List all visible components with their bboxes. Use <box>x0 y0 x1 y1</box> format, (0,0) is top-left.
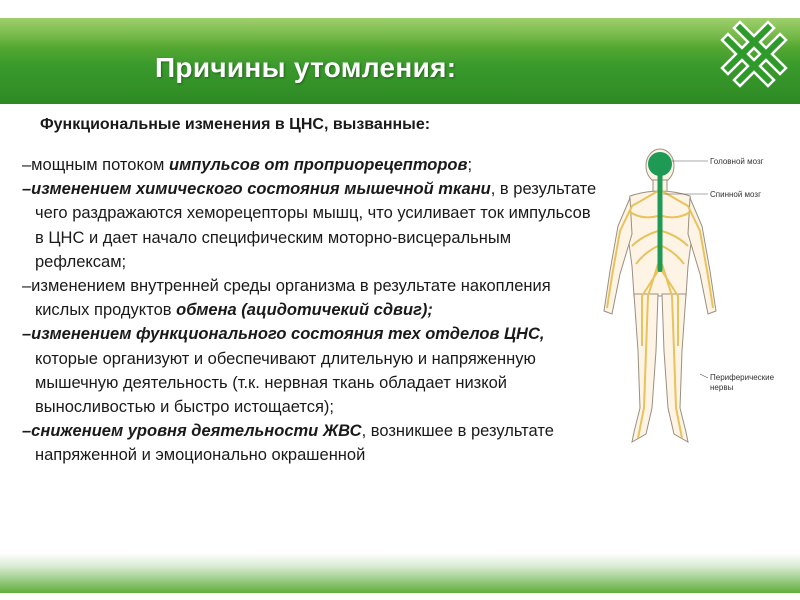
label-brain: Головной мозг <box>710 157 764 166</box>
slide-subtitle: Функциональные изменения в ЦНС, вызванные: <box>40 116 431 133</box>
list-item <box>22 274 602 322</box>
item-text: –изменением внутренней среды организма в результате накопления кислых продуктов <box>22 277 551 320</box>
brain-shape <box>648 152 672 176</box>
lattice-logo-icon <box>714 14 794 94</box>
spinal-cord-shape <box>658 174 663 272</box>
label-peripheral-nerves-2: нервы <box>710 383 734 392</box>
nervous-system-figure <box>600 146 795 456</box>
footer-band <box>0 553 800 593</box>
item-emphasis: импульсов от проприорецепторов <box>168 156 468 174</box>
item-emphasis: –изменением функционального состояния тех отделов ЦНС, <box>22 325 545 344</box>
item-text: , возникшее в результате напряженной и эмоционально окрашенной <box>35 422 554 465</box>
slide-title: Причины утомления: <box>155 52 457 83</box>
item-text: , в результате чего раздражаются хеморецепторы мышц, что усиливает ток импульсов в ЦНС и дает начало специфическим моторно-висцеральным рефлексам; <box>35 180 597 271</box>
list-item <box>22 177 602 274</box>
item-emphasis: –изменением химического состояния мышечной ткани <box>22 180 491 199</box>
title-band-highlight <box>0 18 800 48</box>
cause-list <box>22 153 602 468</box>
item-emphasis: обмена (ацидотичекий сдвиг); <box>176 301 433 320</box>
item-emphasis: –снижением уровня деятельности ЖВС <box>22 422 362 441</box>
label-spinal-cord: Спинной мозг <box>710 190 761 199</box>
list-item <box>22 419 602 467</box>
item-text: которые организуют и обеспечивают длительную и напряженную мышечную деятельность (т.к. нервная ткань обладает низкой выносливостью и быстро истощается); <box>35 349 536 417</box>
label-peripheral-nerves-1: Периферические <box>710 373 775 382</box>
list-item <box>22 153 602 177</box>
item-text: –мощным потоком <box>22 156 169 174</box>
list-item <box>22 322 602 419</box>
item-text: ; <box>467 156 473 174</box>
